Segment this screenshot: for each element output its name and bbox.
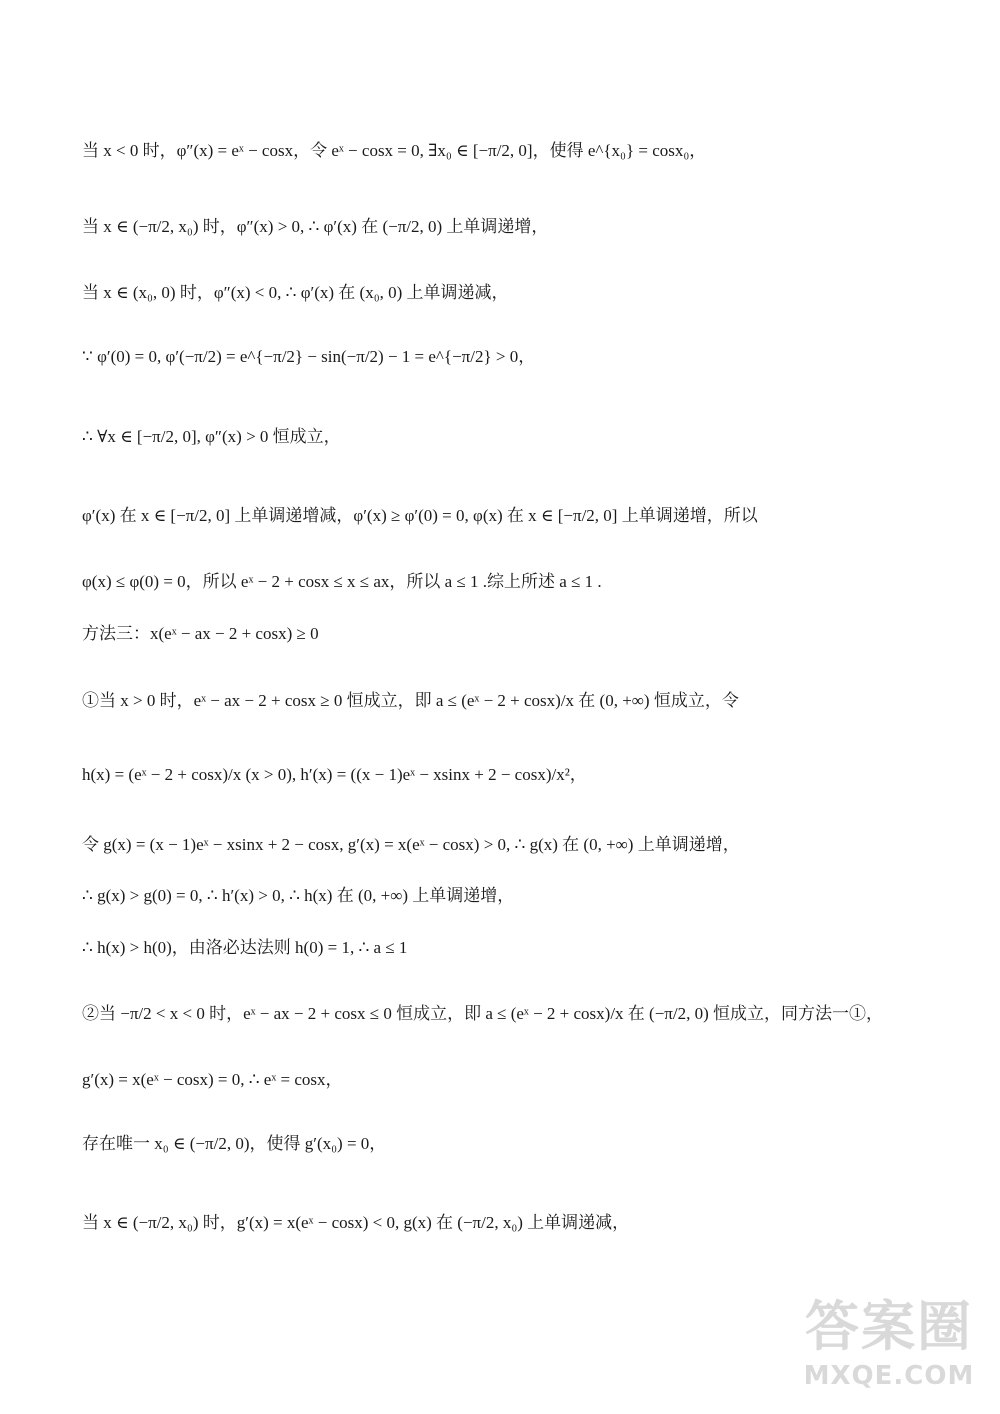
text-line-4: ∵ φ′(0) = 0, φ′(−π/2) = e^{−π/2} − sin(−π/2) − 1 = e^{−π/2} > 0，	[82, 347, 536, 366]
watermark-top: 答案圈	[805, 1295, 973, 1358]
text-line-16: 存在唯一 x₀ ∈ (−π/2, 0)，使得 g′(x₀) = 0，	[82, 1134, 387, 1153]
text-line-15: g′(x) = x(eˣ − cosx) = 0, ∴ eˣ = cosx，	[82, 1070, 343, 1089]
watermark-logo	[794, 1284, 984, 1404]
text-line-3: 当 x ∈ (x₀, 0) 时，φ″(x) < 0, ∴ φ′(x) 在 (x₀, 0) 上单调递减，	[82, 283, 509, 302]
text-line-11: 令 g(x) = (x − 1)eˣ − xsinx + 2 − cosx, g′(x) = x(eˣ − cosx) > 0, ∴ g(x) 在 (0, +∞) 上单调递增，	[82, 835, 740, 854]
text-line-8: 方法三：x(eˣ − ax − 2 + cosx) ≥ 0	[82, 624, 319, 643]
text-line-9: ①当 x > 0 时，eˣ − ax − 2 + cosx ≥ 0 恒成立，即 a ≤ (eˣ − 2 + cosx)/x 在 (0, +∞) 恒成立，令	[82, 691, 739, 710]
text-line-6: φ′(x) 在 x ∈ [−π/2, 0] 上单调递增减，φ′(x) ≥ φ′(0) = 0, φ(x) 在 x ∈ [−π/2, 0] 上单调递增，所以	[82, 506, 758, 525]
text-line-12: ∴ g(x) > g(0) = 0, ∴ h′(x) > 0, ∴ h(x) 在 (0, +∞) 上单调递增，	[82, 886, 515, 905]
watermark-bottom: MXQE.COM	[803, 1361, 975, 1391]
text-line-1: 当 x < 0 时，φ″(x) = eˣ − cosx，令 eˣ − cosx = 0, ∃x₀ ∈ [−π/2, 0]，使得 e^{x₀} = cosx₀，	[82, 141, 707, 160]
text-line-10: h(x) = (eˣ − 2 + cosx)/x (x > 0), h′(x) = ((x − 1)eˣ − xsinx + 2 − cosx)/x²，	[82, 765, 587, 784]
text-line-5: ∴ ∀x ∈ [−π/2, 0], φ″(x) > 0 恒成立，	[82, 427, 341, 446]
text-line-13: ∴ h(x) > h(0)，由洛必达法则 h(0) = 1, ∴ a ≤ 1	[82, 938, 408, 957]
text-line-7: φ(x) ≤ φ(0) = 0，所以 eˣ − 2 + cosx ≤ x ≤ ax，所以 a ≤ 1 .综上所述 a ≤ 1 .	[82, 572, 602, 591]
text-line-14: ②当 −π/2 < x < 0 时，eˣ − ax − 2 + cosx ≤ 0 恒成立，即 a ≤ (eˣ − 2 + cosx)/x 在 (−π/2, 0) 恒成立，同方法一①，	[82, 1004, 884, 1023]
text-line-2: 当 x ∈ (−π/2, x₀) 时，φ″(x) > 0, ∴ φ′(x) 在 (−π/2, 0) 上单调递增，	[82, 217, 549, 236]
text-line-17: 当 x ∈ (−π/2, x₀) 时，g′(x) = x(eˣ − cosx) < 0, g(x) 在 (−π/2, x₀) 上单调递减，	[82, 1213, 630, 1232]
